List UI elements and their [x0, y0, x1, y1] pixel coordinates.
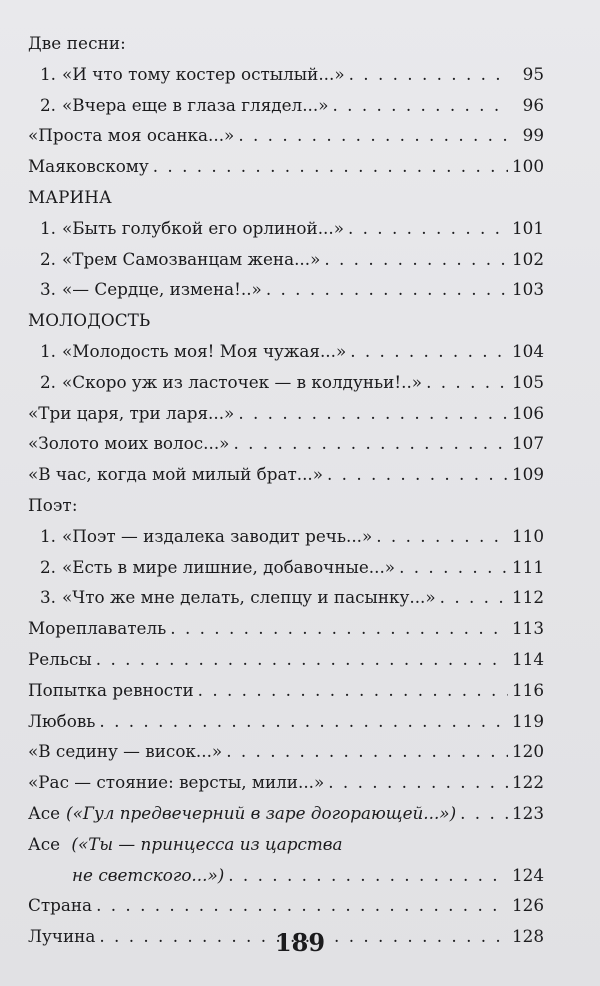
toc-entry-title: «Рас — стояние: версты, мили...»: [28, 772, 325, 793]
leader-dots: [328, 767, 508, 798]
toc-entry: [28, 706, 544, 737]
toc-entry-page: 105: [511, 371, 544, 392]
toc-entry-number: 1.: [40, 217, 57, 238]
toc-entry: [28, 613, 544, 644]
toc-entry-title: «Вчера еще в глаза глядел...»: [62, 94, 329, 115]
toc-entry-page: 101: [511, 217, 544, 238]
toc-entry: [28, 244, 544, 275]
toc-entry-title: «Есть в мире лишние, добавочные...»: [62, 556, 396, 577]
toc-entry-page: 113: [511, 618, 544, 639]
leader-dots: [266, 274, 508, 305]
toc-entry-title: Любовь: [28, 710, 96, 731]
toc-entry: [28, 521, 544, 552]
toc-entry: [28, 274, 544, 305]
toc-entry-title: «В час, когда мой милый брат...»: [28, 464, 324, 485]
toc-entry-page: 122: [511, 772, 544, 793]
toc-entry-title: «— Сердце, измена!..»: [62, 279, 262, 300]
toc-entry-title: Рельсы: [28, 648, 92, 669]
toc-entry-title: Асе: [28, 833, 61, 854]
leader-dots: [460, 798, 508, 829]
toc-entry-title: «Поэт — издалека заводит речь...»: [62, 525, 373, 546]
page-number: 189: [274, 928, 326, 957]
toc-entry: [28, 336, 544, 367]
toc-entry-page: 119: [511, 710, 544, 731]
toc-entry-page: 107: [511, 433, 544, 454]
toc-entry: [28, 428, 544, 459]
leader-dots: [440, 582, 508, 613]
toc-entry-title: «Золото моих волос...»: [28, 433, 230, 454]
leader-dots: [233, 428, 508, 459]
toc-entry-page: 112: [511, 587, 544, 608]
toc-entry-page: 124: [511, 864, 544, 885]
toc-entry-title: «Молодость моя! Моя чужая...»: [62, 340, 347, 361]
toc-entry-subtitle: («Ты — принцесса из царства: [71, 833, 343, 854]
toc-entry: [28, 767, 544, 798]
toc-entry: [28, 151, 544, 182]
toc-entry-title: «В седину — висок...»: [28, 741, 223, 762]
toc-entry-title: «Что же мне делать, слепцу и пасынку...»: [62, 587, 436, 608]
toc-entry-page: 111: [511, 556, 544, 577]
toc-entry-subtitle: («Гул предвечерний в заре догорающей...»): [66, 802, 457, 823]
leader-dots: [327, 459, 508, 490]
toc-entry-title: «Скоро уж из ласточек — в колдуньи!..»: [62, 371, 423, 392]
toc-entry-number: 1.: [40, 525, 57, 546]
toc-entry-page: 114: [511, 648, 544, 669]
toc-entry: [28, 829, 544, 891]
toc-entry-title: Лучина: [28, 926, 96, 947]
toc-heading: [28, 182, 544, 213]
table-of-contents: [28, 28, 544, 952]
leader-dots: [226, 736, 508, 767]
toc-entry-page: 123: [511, 802, 544, 823]
leader-dots: [153, 151, 508, 182]
toc-entry: [28, 459, 544, 490]
toc-entry: [28, 644, 544, 675]
toc-entry-page: 120: [511, 741, 544, 762]
toc-entry: [28, 213, 544, 244]
toc-entry-page: 100: [511, 156, 544, 177]
toc-entry-title: Маяковскому: [28, 156, 149, 177]
leader-dots: [238, 120, 510, 151]
leader-dots: [324, 244, 508, 275]
toc-entry-subtitle-cont: не светского...»): [72, 864, 225, 885]
toc-heading-text: МАРИНА: [28, 186, 112, 207]
toc-entry: [28, 59, 544, 90]
toc-entry-number: 3.: [40, 279, 57, 300]
toc-heading: [28, 490, 544, 521]
toc-entry-page: 106: [511, 402, 544, 423]
leader-dots: [349, 59, 510, 90]
toc-entry: [28, 367, 544, 398]
toc-entry: [28, 736, 544, 767]
toc-entry-page: 96: [522, 94, 544, 115]
toc-entry-page: 104: [511, 340, 544, 361]
toc-entry: [28, 675, 544, 706]
toc-entry-page: 126: [511, 895, 544, 916]
toc-entry-title: Асе: [28, 802, 61, 823]
toc-entry-title: «Три царя, три ларя...»: [28, 402, 235, 423]
leader-dots: [198, 675, 508, 706]
toc-entry-title: «И что тому костер остылый...»: [62, 63, 345, 84]
toc-entry-number: 2.: [40, 248, 57, 269]
leader-dots: [99, 706, 508, 737]
leader-dots: [238, 398, 508, 429]
toc-heading-text: МОЛОДОСТЬ: [28, 310, 151, 331]
toc-entry: [28, 120, 544, 151]
leader-dots: [96, 644, 508, 675]
toc-heading: [28, 305, 544, 336]
toc-entry: [28, 552, 544, 583]
leader-dots: [228, 860, 508, 891]
toc-entry-page: 109: [511, 464, 544, 485]
toc-entry-number: 2.: [40, 371, 57, 392]
leader-dots: [399, 552, 508, 583]
toc-entry-number: 1.: [40, 63, 57, 84]
leader-dots: [426, 367, 508, 398]
toc-heading: [28, 28, 544, 59]
toc-entry-number: 2.: [40, 556, 57, 577]
toc-entry-title: Попытка ревности: [28, 679, 194, 700]
toc-entry-page: 102: [511, 248, 544, 269]
toc-entry: [28, 582, 544, 613]
leader-dots: [376, 521, 508, 552]
toc-entry: [28, 398, 544, 429]
toc-entry-page: 110: [511, 525, 544, 546]
toc-entry-title: «Проста моя осанка...»: [28, 125, 235, 146]
toc-entry-number: 3.: [40, 587, 57, 608]
toc-entry-page: 128: [511, 926, 544, 947]
toc-entry-page: 116: [511, 679, 544, 700]
toc-entry-title: «Трем Самозванцам жена...»: [62, 248, 321, 269]
toc-entry-page: 95: [522, 63, 544, 84]
toc-entry-number: 2.: [40, 94, 57, 115]
toc-entry-page: 99: [522, 125, 544, 146]
toc-entry: [28, 890, 544, 921]
toc-heading-text: Две песни:: [28, 33, 126, 53]
toc-heading-text: Поэт:: [28, 494, 78, 515]
toc-entry-title: Страна: [28, 895, 93, 916]
toc-entry: [28, 90, 544, 121]
leader-dots: [350, 336, 508, 367]
leader-dots: [332, 90, 510, 121]
toc-entry-title: Мореплаватель: [28, 618, 167, 639]
leader-dots: [170, 613, 508, 644]
toc-entry: [28, 798, 544, 829]
leader-dots: [348, 213, 508, 244]
toc-entry-number: 1.: [40, 340, 57, 361]
toc-entry-page: 103: [511, 279, 544, 300]
leader-dots: [96, 890, 508, 921]
toc-entry-title: «Быть голубкой его орлиной...»: [62, 217, 344, 238]
